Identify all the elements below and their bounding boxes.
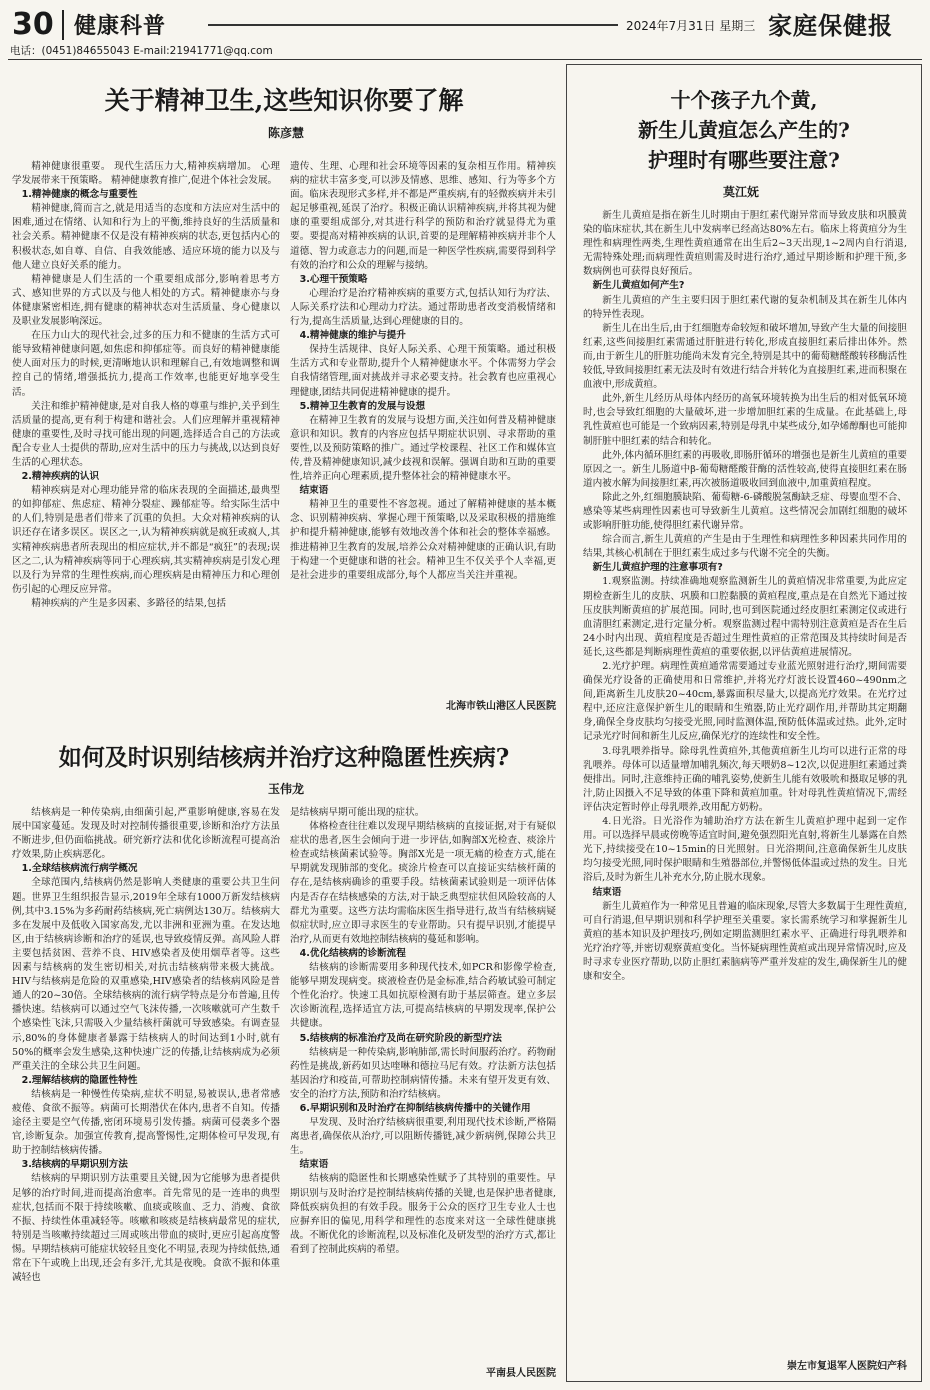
paragraph: 全球范围内,结核病仍然是影响人类健康的重要公共卫生问题。世界卫生组织报告显示,2019年全球有1000万新发结核病例,其中3.15%为多药耐药结核病,死亡病例达130万。结核病大多在发展中及低收入国家高发,尤以非洲和亚洲为重。在发达地区,由于结核病诊断和治疗的延误,也导致疫情反弹。高风险人群主要包括贫困、营养不良、HIV感染者及使用烟草者等。这些因素与结核病的发生密切相关,对抗击结核病带来极大挑战。HIV与结核病是危险的双重感染,HIV感染者的结核病风险是普通人的20~30倍。全球结核病的流行病学特点是分布普遍,且传播快速。结核病可以通过空气飞沫传播,一次咳嗽就可产生数千个感染性飞沫,只需吸入少量结核杆菌就可导致感染。有调查显示,80%的身体健康者暴露于结核病人的时间达到1小时,就有50%的概率会发生感染,这种快速广泛的传播,让结核病成为必须严重关注的全球公共卫生问题。 <box>12 877 280 1072</box>
paragraph: 新生儿黄疸的产生主要归因于胆红素代谢的复杂机制及其在新生儿体内的特异性表现。 <box>583 294 907 320</box>
paragraph: 此外,新生儿经历从母体内经历的高氧环境转换为出生后的相对低氧环境时,也会导致红细胞的大量破坏,进一步增加胆红素的生成量。在此基础上,母乳性黄疸也可能是一个致病因素,特别是母乳中某些成分,如孕烯醇酮也可能抑制肝脏中胆红素的结合和转化。 <box>583 393 907 447</box>
page-number: 30 <box>12 7 54 42</box>
section-heading: 4.精神健康的维护与提升 <box>299 330 406 342</box>
paragraph: 关注和维护精神健康,是对自我人格的尊重与维护,关乎到生活质量的提高,更有利于构建和谐社会。人们应理解并重视精神健康的重要性,及时寻找可能出现的问题,选择适合自己的方法或配合专业人士提供的帮助,应对生活中的压力与挑战,以达到良好生活的心理状态。 <box>12 400 280 468</box>
article-title-line: 新生儿黄疸怎么产生的? <box>638 118 850 142</box>
paragraph: 精神健康是人们生活的一个重要组成部分,影响着思考方式、感知世界的方式以及与他人相处的方式。精神健康亦与身体健康紧密相连,拥有健康的精神状态对生活质量、身心健康以及职业发展影响深远。 <box>12 273 280 328</box>
paragraph: 新生儿在出生后,由于红细胞寿命较短和破坏增加,导致产生大量的间接胆红素,这些间接胆红素需通过肝脏进行转化,形成直接胆红素后排出体外。然而,由于新生儿的肝脏功能尚未发育完全,特别是其中的葡萄糖醛酸转移酶活性较低,导致间接胆红素无法及时有效进行结合并转化为直接胆红素,进而积聚在血液中,形成黄疸。 <box>583 322 907 391</box>
paper-name: 家庭保健报 <box>768 11 893 40</box>
article-source: 平南县人民医院 <box>486 1368 556 1379</box>
article-title-line: 护理时有哪些要注意? <box>648 148 840 172</box>
paragraph: 结核病是一种传染病,影响肺部,需长时间服药治疗。药物耐药性是挑战,新药如贝达喹啉和德拉马尼有效。疗法新方法包括基因治疗和疫苗,可帮助控制病情传播。未来有望开发更有效、安全的治疗方法,预防和治疗结核病。 <box>290 1046 556 1100</box>
masthead-rule <box>8 59 922 60</box>
paragraph: 2.光疗护理。病理性黄疸通常需要通过专业蓝光照射进行治疗,期间需要确保光疗设备的正确使用和日常维护,并将光疗灯波长设置460~490nm之间,距离新生儿皮肤20~40cm,暴露面积尽量大,以提高光疗效果。在光疗过程中,还应注意保护新生儿的眼睛和生殖器,防止光疗副作用,并帮助其定期翻身,确保全身皮肤均匀接受光照,同时监测体温,预防低体温或过热。此外,定时记录光疗时间和新生儿反应,确保光疗的连续性和安全性。 <box>583 661 907 743</box>
article-title <box>571 85 917 175</box>
article-title-line: 十个孩子九个黄, <box>670 88 818 112</box>
page-number-divider <box>62 10 64 40</box>
section-heading: 结束语 <box>299 485 329 497</box>
paragraph: 新生儿黄疸是指在新生儿时期由于胆红素代谢异常而导致皮肤和巩膜黄染的临床症状,其在新生儿中发病率已经高达80%左右。临床上将黄疸分为生理性和病理性两类,生理性黄疸通常在出生后2~3天出现,1~2周内自行消退,无需特殊处理;而病理性黄疸则需及时进行治疗,通过早期诊断和护理干预,多数病例也可获得良好预后。 <box>583 210 907 278</box>
section-heading: 4.优化结核病的诊断流程 <box>299 947 406 959</box>
section-heading: 1.全球结核病流行病学概况 <box>21 863 138 875</box>
issue-date: 2024年7月31日 星期三 <box>626 19 756 33</box>
section-heading: 3.结核病的早期识别方法 <box>21 1159 128 1171</box>
paragraph: 3.母乳喂养指导。除母乳性黄疸外,其他黄疸新生儿均可以进行正常的母乳喂养。母体可以适量增加哺乳频次,每天喂奶8~12次,以促进胆红素通过粪便排出。同时,注意维持正确的哺乳姿势,使新生儿能有效吸吮和摄取足够的乳汁,防止因摄入不足导致的体重下降和黄疸加重。针对母乳性黄疸情况下,需经评估决定暂时停止母乳喂养,改用配方奶粉。 <box>583 745 907 813</box>
paragraph: 4.日光浴。日光浴作为辅助治疗方法在新生儿黄疸护理中起到一定作用。可以选择早晨或傍晚等适宜时间,避免强烈阳光直射,将新生儿暴露在自然光下,持续接受在10~15min的日光照射。日光浴期间,注意确保新生儿皮肤均匀接受光照,同时保护眼睛和生殖器部位,并警惕低体温或过热的发生。日光浴后,及时为新生儿补充水分,防止脱水现象。 <box>583 816 907 884</box>
paragraph: 精神卫生的重要性不容忽视。通过了解精神健康的基本概念、识别精神疾病、掌握心理干预策略,以及采取积极的措施维护和提升精神健康,能够有效地改善个体和社会的整体幸福感。推进精神卫生教育的发展,培养公众对精神健康的正确认识,有助于构建一个更健康和谐的社会。精神卫生不仅关乎个人幸福,更是社会进步的重要组成部分,每个人都应当关注并重视。 <box>290 499 556 581</box>
section-heading: 3.心理干预策略 <box>299 273 368 285</box>
paragraph: 1.观察监测。持续准确地观察监测新生儿的黄疸情况非常重要,为此应定期检查新生儿的皮肤、巩膜和口腔黏膜的黄疸程度,重点是在自然光下通过按压皮肤判断黄疸的扩展范围。同时,也可到医院通过经皮胆红素测定仪或进行血清胆红素测定,进行定量分析。观察监测过程中需特别注意黄疸是否在生后24小时内出现、黄疸程度是否超过生理性黄疸的正常范围及其持续时间是否延长,这些都是判断病理性黄疸的重要依据,以评估黄疸进展情况。 <box>583 576 907 658</box>
article-column <box>290 160 556 694</box>
paragraph: 精神健康很重要。 现代生活压力大,精神疾病增加。 心理学发展带来干预策略。 精神健康教育推广,促进个体社会发展。 <box>12 161 280 187</box>
section-heading: 结束语 <box>592 886 622 898</box>
paragraph: 在精神卫生教育的发展与设想方面,关注如何普及精神健康意识和知识。教育的内容应包括早期症状识别、寻求帮助的重要性,以及预防策略的推广。通过学校课程、社区工作和媒体宣传,普及精神健康知识,减少歧视和误解。强调自助和互助的重要性,培养正向心理素质,提升整体社会的精神健康水平。 <box>290 414 556 483</box>
article-neonatal-jaundice <box>566 64 922 1382</box>
paragraph: 除此之外,红细胞膜缺陷、葡萄糖-6-磷酸脱氢酶缺乏症、母婴血型不合、感染等某些病理性因素也可导致新生儿黄疸。这些情况会加剧红细胞的破坏或影响肝脏功能,使得胆红素代谢异常。 <box>583 491 907 532</box>
section-heading: 5.精神卫生教育的发展与设想 <box>299 400 426 412</box>
section-heading: 2.精神疾病的认识 <box>21 471 100 483</box>
paragraph: 遗传、生理、心理和社会环境等因素的复杂相互作用。精神疾病的症状丰富多变,可以涉及情感、思维、感知、行为等多个方面。临床表现形式多样,并不都是严重疾病,有的轻微疾病并未引起足够重视,延误了治疗。积极正确认识精神疾病,并将其视为健康的重要组成部分,对其进行科学的预防和治疗就显得尤为重要。要提高对精神疾病的认识,首要的是理解精神疾病并非个人道德、智力或意志力的问题,而是一种医学性疾病,需要得到科学有效的治疗和公众的理解与接纳。 <box>290 161 556 271</box>
paragraph: 此外,体内循环胆红素的再吸收,即肠肝循环的增强也是新生儿黄疸的重要原因之一。新生儿肠道中β-葡萄糖醛酸苷酶的活性较高,使得直接胆红素在肠道内被水解为间接胆红素,再次被肠道吸收回到血液中,加重黄疸程度。 <box>583 449 907 489</box>
paragraph: 在压力山大的现代社会,过多的压力和不健康的生活方式可能导致精神健康问题,如焦虑和抑郁症等。而良好的精神健康能使人面对压力的时候,更清晰地认识和理解自己,有效地调整和调控自己的情绪,增强抵抗力,提高工作效率,也能更好地享受生活。 <box>12 330 280 398</box>
paragraph: 精神健康,简而言之,就是用适当的态度和方法应对生活中的困难,通过在情绪、认知和行为上的平衡,维持良好的生活质量和社会关系。精神健康不仅是没有精神疾病的状态,更包括内心的积极状态,如自尊、自信、自我效能感、适应环境的能力以及与他人建立良好关系的能力。 <box>12 203 280 271</box>
article-column <box>583 209 907 1349</box>
section-heading: 1.精神健康的概念与重要性 <box>21 189 138 201</box>
article-title: 如何及时识别结核病并治疗这种隐匿性疾病? <box>58 744 510 771</box>
section-heading: 5.结核病的标准治疗及尚在研究阶段的新型疗法 <box>299 1032 502 1044</box>
paragraph: 结核病的隐匿性和长期感染性赋予了其特别的重要性。早期识别与及时治疗是控制结核病传播的关键,也是保护患者健康,降低疾病负担的有效手段。服务于公众的医疗卫生专业人士也应摒弃旧的偏见,用科学和理性的态度来对这一全球性健康挑战。不断优化的诊断流程,以及标准化及研发型的治疗方式,都让看到了控制此疾病的希望。 <box>290 1173 556 1255</box>
paragraph: 结核病的早期识别方法重要且关键,因为它能够为患者提供足够的治疗时间,进而提高治愈率。首先常见的是一连串的典型症状,包括而不限于持续咳嗽、血痰或咳血、乏力、消瘦、食欲不振、持续性体重减轻等。咳嗽和咳痰是结核病最常见的症状,特别是当咳嗽持续超过三周或咳出带血的痰时,更应引起高度警惕。早期结核病可能症状较轻且变化不明显,表现为持续低热,通常在下午或晚上出现,还会有多汗,尤其是夜晚。食欲不振和体重减轻也 <box>12 1173 280 1284</box>
article-author: 莫江妩 <box>723 185 760 199</box>
article-column <box>290 806 556 1362</box>
article-author: 陈彦慧 <box>268 126 305 140</box>
paragraph: 精神疾病的产生是多因素、多路径的结果,包括 <box>31 597 227 609</box>
article-column <box>12 160 280 714</box>
article-source: 北海市铁山港区人民医院 <box>446 701 556 712</box>
header-rule <box>208 24 618 26</box>
paragraph: 早发现、及时治疗结核病很重要,利用现代技术诊断,严格隔离患者,确保依从治疗,可以阻断传播链,减少新病例,保障公共卫生。 <box>290 1117 556 1157</box>
paragraph: 结核病是一种慢性传染病,症状不明显,易被误认,患者常感疲倦、食欲不振等。病菌可长期潜伏在体内,患者不自知。传播途径主要是空气传播,密闭环境易引发传播。病菌可侵袭多个器官,诊断复杂。加强宣传教育,提高警惕性,定期体检可早发现,有助于控制结核病传播。 <box>12 1088 280 1157</box>
paragraph: 结核病的诊断需要用多种现代技术,如PCR和影像学检查,能够早期发现病变。痰液检查仍是金标准,结合药敏试验可制定个性化治疗。快速工具如抗原检测有助于基层筛查。建立多层次诊断流程,选择适宜方法,可提高结核病的早期发现率,保护公共健康。 <box>290 962 556 1030</box>
paragraph: 综合而言,新生儿黄疸的产生是由于生理性和病理性多种因素共同作用的结果,其核心机制在于胆红素生成过多与代谢不完全的失衡。 <box>583 534 907 560</box>
section-heading: 新生儿黄疸护理的注意事项有? <box>592 562 723 574</box>
section-heading: 2.理解结核病的隐匿性特性 <box>21 1074 138 1086</box>
paragraph: 新生儿黄疸作为一种常见且普遍的临床现象,尽管大多数属于生理性黄疸,可自行消退,但早期识别和科学护理至关重要。家长需系统学习和掌握新生儿黄疸的基本知识及护理技巧,例如定期监测胆红素水平、正确进行母乳喂养和光疗治疗等,并密切观察黄疸变化。当怀疑病理性黄疸或出现异常情况时,应及时寻求专业医疗帮助,以防止胆红素脑病等严重并发症的发生,确保新生儿的健康和安全。 <box>583 900 907 983</box>
section-heading: 6.早期识别和及时治疗在抑制结核病传播中的关键作用 <box>299 1102 531 1114</box>
paragraph: 心理治疗是治疗精神疾病的重要方式,包括认知行为疗法、人际关系疗法和心理动力疗法。通过帮助患者改变消极情绪和行为,提高生活质量,达到心理健康的目的。 <box>290 287 556 328</box>
article-title: 关于精神卫生,这些知识你要了解 <box>104 86 464 115</box>
article-author: 玉伟龙 <box>268 782 305 796</box>
section-heading: 新生儿黄疸如何产生? <box>592 280 685 292</box>
article-column <box>12 806 280 1382</box>
article-source: 崇左市复退军人医院妇产科 <box>787 1361 907 1372</box>
paragraph: 结核病是一种传染病,由细菌引起,严重影响健康,容易在发展中国家蔓延。发现及时对控制传播很重要,诊断和治疗方法虽不断进步,但仍面临挑战。研究新疗法和优化诊断流程可提高治疗效果,防止疾病恶化。 <box>12 807 280 861</box>
paragraph: 体格检查往往难以发现早期结核病的直接证据,对于有疑似症状的患者,医生会倾向于进一步评估,如胸部X光检查、痰涂片检查或结核菌素试验等。胸部X光是一项无痛的检查方式,能在早期就发现肺部的变化。痰涂片检查可以直接证实结核杆菌的存在,是结核病确诊的重要手段。结核菌素试验则是一项评估体内是否存在结核感染的方法,对于缺乏典型症状但风险较高的人群尤为重要。这些方法均需临床医生指导进行,故当有结核病疑似症状时,应立即寻求医生的专业帮助。只有提早识别,才能提早治疗,从而更有效地控制结核病的蔓延和影响。 <box>290 821 556 945</box>
paragraph: 是结核病早期可能出现的症状。 <box>290 807 425 818</box>
section-name: 健康科普 <box>74 13 167 39</box>
contact-info: 电话：(0451)84655043 E-mail:21941771@qq.com <box>10 45 273 57</box>
paragraph: 保持生活规律、良好人际关系、心理干预策略。通过积极生活方式和专业帮助,提升个人精神健康水平。个体需努力学会自我情绪管理,面对挑战并寻求必要支持。社会教育也应重视心理健康,团结共同促进精神健康的提升。 <box>290 344 556 398</box>
section-heading: 结束语 <box>299 1159 329 1171</box>
paragraph: 精神疾病是对心理功能异常的临床表现的全面描述,最典型的如抑郁症、焦虑症、精神分裂症、躁郁症等。给实际生活中的人们,特别是患者们带来了沉重的负担。大众对精神疾病的认识还存在诸多误区。误区之一,认为精神疾病就是疯狂或疯人,其实精神疾病患者所表现出的相应症状,并不都是“疯狂”的表现;误区之二,认为精神疾病等同于心理疾病,其实精神疾病是引发心理以及行为异常的生理性疾病,而心理疾病是由精神压力和心理创伤引起的心理反应异常。 <box>12 485 280 595</box>
